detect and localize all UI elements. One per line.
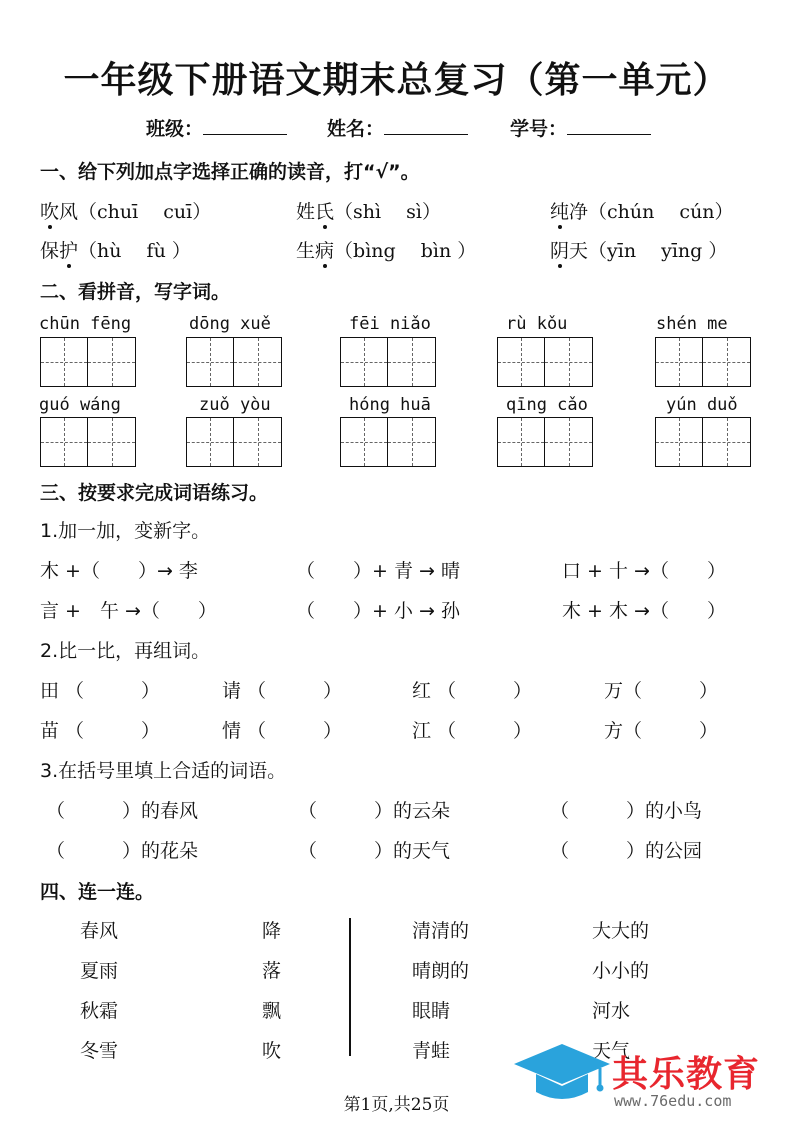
match-word[interactable]: 清清的	[412, 920, 470, 942]
id-label: 学号：	[510, 118, 568, 140]
graduation-cap-icon	[512, 1040, 612, 1102]
compare-item: 请 （ ）	[222, 680, 343, 702]
section-1-heading: 一、给下列加点字选择正确的读音，打“√”。	[40, 161, 420, 183]
match-word[interactable]: 天气	[592, 1040, 631, 1062]
dotted-char: 氏	[315, 197, 334, 224]
name-label: 姓名：	[327, 118, 385, 140]
column-divider	[349, 918, 351, 1056]
dotted-char: 阴	[550, 236, 569, 263]
add-item: 木 +（ ）→ 李	[40, 560, 198, 582]
s1-item: 生病（bìng bìn ）	[296, 236, 476, 263]
id-field	[510, 114, 651, 141]
match-word[interactable]: 吹	[262, 1040, 282, 1062]
match-word[interactable]: 降	[262, 920, 282, 942]
section-3-heading: 三、按要求完成词语练习。	[40, 482, 269, 504]
pinyin-label: hóng huā	[349, 395, 431, 415]
writing-grid[interactable]	[497, 417, 593, 467]
class-blank[interactable]	[203, 116, 287, 135]
fill-item: （ ）的云朵	[298, 800, 451, 822]
fill-item: （ ）的天气	[298, 840, 451, 862]
pinyin-label: rù kǒu	[506, 314, 568, 334]
pinyin-label: fēi niǎo	[349, 314, 431, 334]
writing-grid[interactable]	[340, 417, 436, 467]
add-item: 木 + 木 →（ ）	[562, 600, 726, 622]
match-word[interactable]: 飘	[262, 1000, 282, 1022]
compare-item: 田 （ ）	[40, 680, 161, 702]
fill-item: （ ）的小鸟	[550, 800, 703, 822]
s1-item: 保护（hù fù ）	[40, 236, 191, 263]
match-word[interactable]: 青蛙	[412, 1040, 451, 1062]
dotted-char: 护	[59, 236, 78, 263]
s1-item: 吹风（chuī cuī）	[40, 197, 211, 224]
class-label: 班级：	[146, 118, 204, 140]
match-word[interactable]: 眼睛	[412, 1000, 451, 1022]
dotted-char: 纯	[550, 197, 569, 224]
brand-logo-text: 其乐教育	[612, 1054, 761, 1095]
match-word[interactable]: 春风	[80, 920, 119, 942]
pinyin-label: yún duǒ	[666, 395, 738, 415]
pinyin-label: shén me	[656, 314, 728, 334]
match-word[interactable]: 落	[262, 960, 282, 982]
add-item: （ ）+ 青 → 晴	[296, 560, 460, 582]
id-blank[interactable]	[567, 116, 651, 135]
dotted-char: 吹	[40, 197, 59, 224]
pinyin-label: chūn fēng	[39, 314, 132, 334]
match-word[interactable]: 大大的	[592, 920, 650, 942]
writing-grid[interactable]	[186, 337, 282, 387]
add-item: （ ）+ 小 → 孙	[296, 600, 460, 622]
s1-item: 纯净（chún cún）	[550, 197, 734, 224]
sub-heading: 3.在括号里填上合适的词语。	[40, 760, 287, 782]
pinyin-label: guó wáng	[39, 395, 121, 415]
writing-grid[interactable]	[40, 417, 136, 467]
sub-heading: 2.比一比，再组词。	[40, 640, 211, 662]
compare-item: 情 （ ）	[222, 720, 343, 742]
s1-item: 阴天（yīn yīng ）	[550, 236, 727, 263]
pinyin-label: qīng cǎo	[506, 395, 588, 415]
s1-item: 姓氏（shì sì）	[296, 197, 441, 224]
section-4-heading: 四、连一连。	[40, 881, 155, 903]
match-word[interactable]: 夏雨	[80, 960, 119, 982]
match-word[interactable]: 晴朗的	[412, 960, 470, 982]
compare-item: 红 （ ）	[412, 680, 533, 702]
section-2-heading: 二、看拼音，写字词。	[40, 281, 231, 303]
page-number: 第1页,共25页	[343, 1095, 450, 1115]
match-word[interactable]: 小小的	[592, 960, 650, 982]
writing-grid[interactable]	[497, 337, 593, 387]
page-title: 一年级下册语文期末总复习（第一单元）	[63, 60, 730, 101]
writing-grid[interactable]	[186, 417, 282, 467]
name-field	[327, 114, 468, 141]
sub-heading: 1.加一加，变新字。	[40, 520, 211, 542]
fill-item: （ ）的春风	[46, 800, 199, 822]
fill-item: （ ）的花朵	[46, 840, 199, 862]
fill-item: （ ）的公园	[550, 840, 703, 862]
writing-grid[interactable]	[40, 337, 136, 387]
writing-grid[interactable]	[655, 417, 751, 467]
pinyin-label: zuǒ yòu	[199, 395, 271, 415]
compare-item: 方（ ）	[604, 720, 719, 742]
compare-item: 苗 （ ）	[40, 720, 161, 742]
match-word[interactable]: 秋霜	[80, 1000, 119, 1022]
match-word[interactable]: 河水	[592, 1000, 631, 1022]
dotted-char: 病	[315, 236, 334, 263]
add-item: 言 + 午 →（ ）	[40, 600, 217, 622]
pinyin-label: dōng xuě	[189, 314, 271, 334]
add-item: 口 + 十 →（ ）	[562, 560, 726, 582]
class-field	[146, 114, 287, 141]
match-word[interactable]: 冬雪	[80, 1040, 119, 1062]
name-blank[interactable]	[384, 116, 468, 135]
compare-item: 江 （ ）	[412, 720, 533, 742]
writing-grid[interactable]	[340, 337, 436, 387]
writing-grid[interactable]	[655, 337, 751, 387]
brand-url: www.76edu.com	[614, 1092, 732, 1110]
compare-item: 万（ ）	[604, 680, 719, 702]
